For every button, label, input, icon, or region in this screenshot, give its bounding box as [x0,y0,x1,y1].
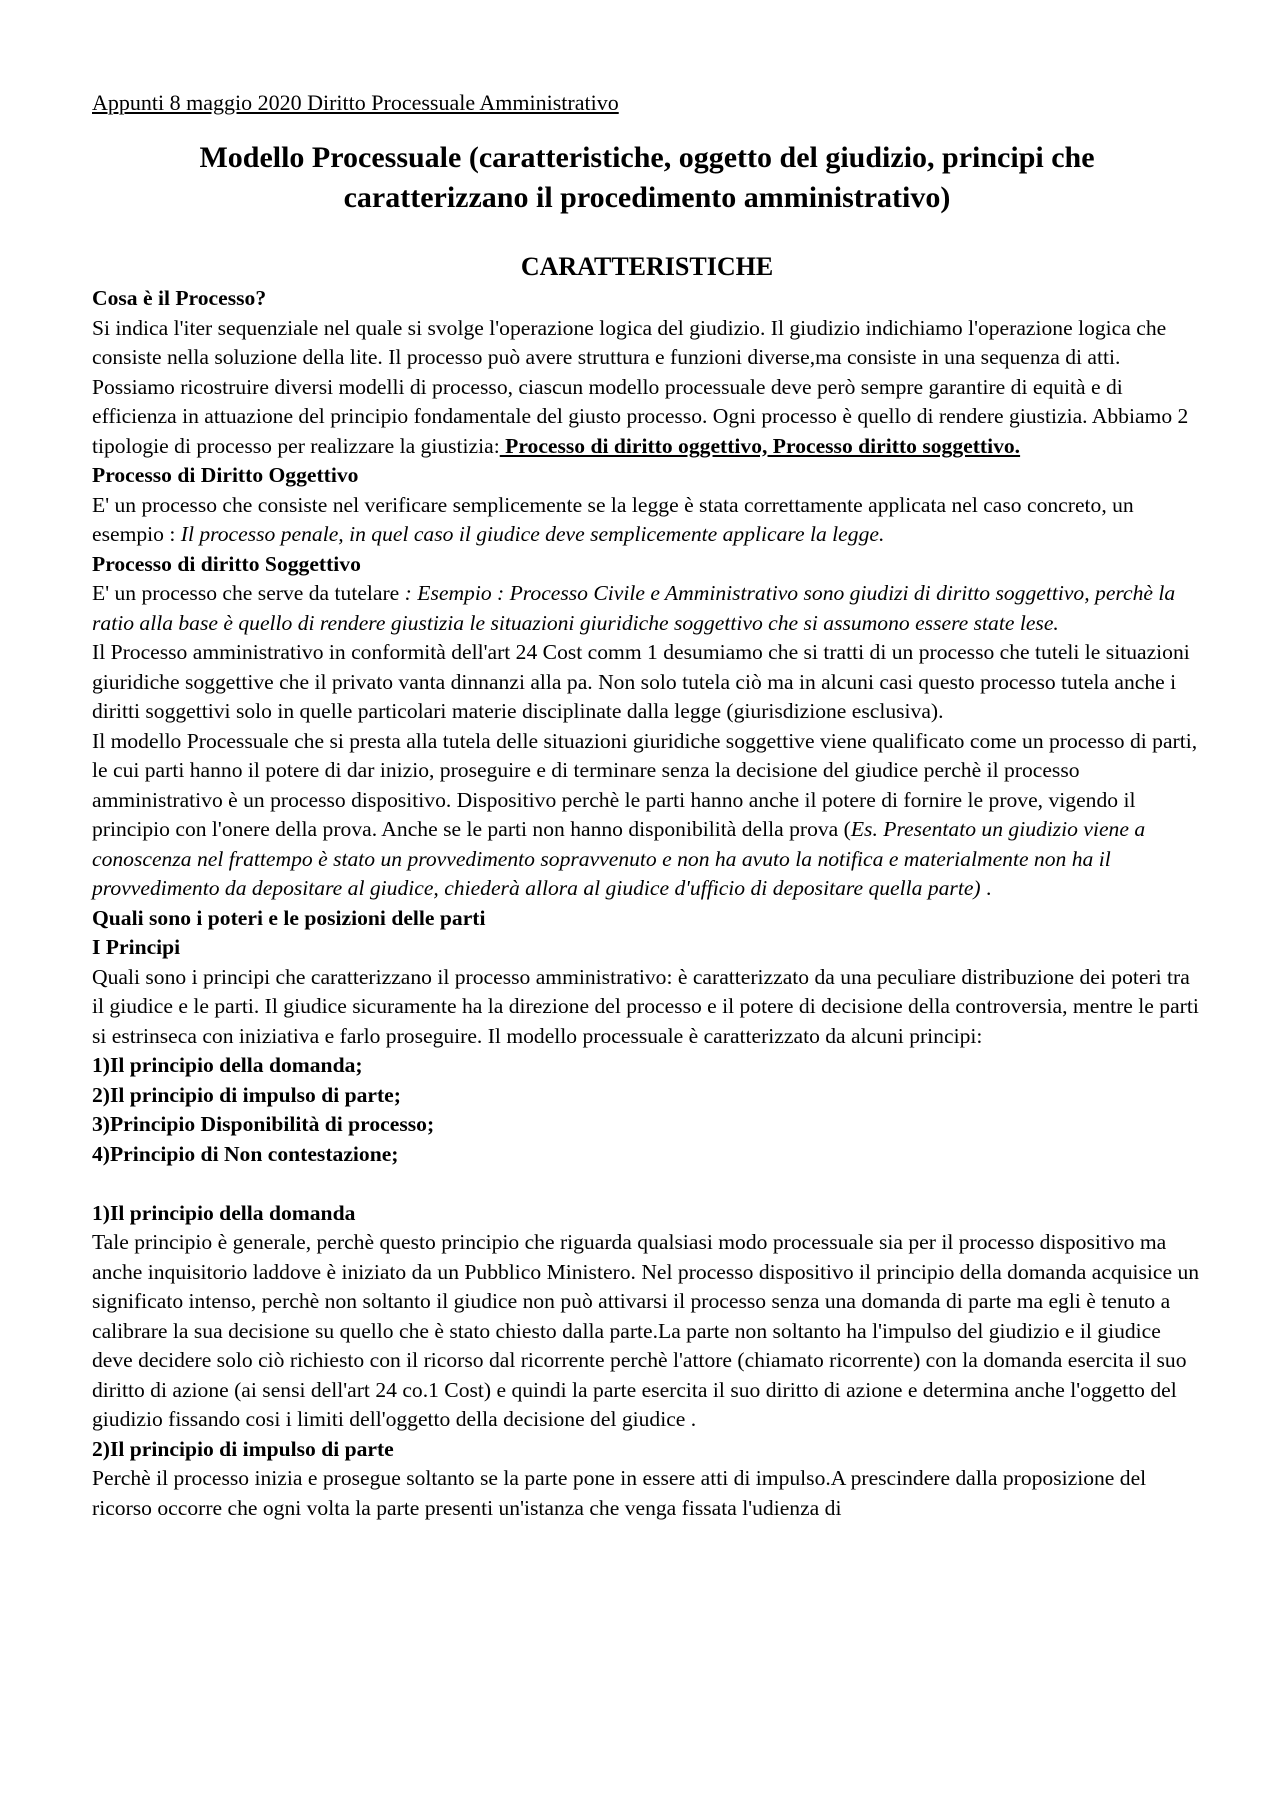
spacer [92,1169,1202,1199]
paragraph-text: E' un processo che serve da tutelare [92,581,405,605]
document-body [92,284,1202,1523]
italic-example: Il processo penale, in quel caso il giudice deve semplicemente applicare la legge. [180,522,885,546]
principi-list-item: 3)Principio Disponibilità di processo; [92,1112,435,1136]
heading-diritto-soggettivo: Processo di diritto Soggettivo [92,551,361,576]
section-title: CARATTERISTICHE [520,252,774,281]
emphasis-tipologie: Processo di diritto oggettivo, Processo diritto soggettivo. [499,433,1021,458]
document-page [92,90,1202,1523]
paragraph-principi: Quali sono i principi che caratterizzano il processo amministrativo: è caratterizzato da una peculiare distribuzione dei poteri tra il giudice e le parti. Il giudice sicuramente ha la direzione del processo e il potere di decisione della controversia, mentre le parti si estrinseca con iniziativa e farlo proseguire. Il modello processuale è caratterizzato da alcuni principi: [92,964,1199,1048]
paragraph-processo-amministrativo: Il Processo amministrativo in conformità dell'art 24 Cost comm 1 desumiamo che si tratti di un processo che tuteli le situazioni giuridiche soggettive che il privato vanta dinnanzi alla pa. Non solo tutela ciò ma in alcuni casi questo processo tutela anche i diritti soggettivi solo in quelle particolari materie disciplinate dalla legge (giurisdizione esclusiva). [92,640,1190,723]
paragraph-principio-domanda: Tale principio è generale, perchè questo principio che riguarda qualsiasi modo processuale sia per il processo dispositivo ma anche inquisitorio laddove è iniziato da un Pubblico Ministero. Nel processo dispositivo il principio della domanda acquisice un significato intenso, perchè non soltanto il giudice non può attivarsi il processo senza una domanda di parte ma egli è tenuto a calibrare la sua decisione su quello che è stato chiesto dalla parte.La parte non soltanto ha l'impulso del giudizio e il giudice deve decidere solo ciò richiesto con il ricorso dal ricorrente perchè l'attore (chiamato ricorrente) con la domanda esercita il suo diritto di azione (ai sensi dell'art 24 co.1 Cost) e quindi la parte esercita il suo diritto di azione e determina anche l'oggetto del giudizio fissando cosi i limiti dell'oggetto della decisione del giudice . [92,1230,1200,1431]
heading-principio-domanda: 1)Il principio della domanda [92,1200,356,1225]
paragraph-definizione [92,314,1202,462]
paragraph-text: E' un processo che consiste nel verificare semplicemente se la legge è stata correttamente applicata nel caso concreto, un esempio : [92,492,1134,546]
paragraph-text: Si indica l'iter sequenziale nel quale si svolge l'operazione logica del giudizio. Il giudizio indichiamo l'operazione logica che consiste nella soluzione della lite. Il processo può avere struttura e funzioni diverse,ma consiste in una sequenza di atti. Possiamo ricostruire diversi modelli di processo, ciascun modello processuale deve però sempre garantire di equità e di efficienza in attuazione del principio fondamentale del giusto processo. Ogni processo è quello di rendere giustizia. Abbiamo 2 tipologie di processo per realizzare la giustizia: [92,315,1189,458]
italic-example: Es. Presentato un giudizio viene a conoscenza nel frattempo è stato un provvedimento sopravvenuto e non ha avuto la notifica e materialmente non ha il provvedimento da depositare al giudice, chiederà allora al giudice d'ufficio di depositare quella parte) [92,817,1146,900]
header-note: Appunti 8 maggio 2020 Diritto Processuale Amministrativo [92,90,619,115]
paragraph-text: Il modello Processuale che si presta alla tutela delle situazioni giuridiche soggettive viene qualificato come un processo di parti, le cui parti hanno il potere di dar inizio, proseguire e di terminare senza la decisione del giudice perchè il processo amministrativo è un processo dispositivo. Dispositivo perchè le parti hanno anche il potere di fornire le prove, vigendo il principio con l'onere della prova. Anche se le parti non hanno disponibilità della prova ( [92,728,1198,841]
document-title: Modello Processuale (caratteristiche, oggetto del giudizio, principi che caratterizzano il procedimento amministrativo) [199,141,1095,214]
principi-list-item: 1)Il principio della domanda; [92,1053,363,1077]
heading-cosa-e-il-processo: Cosa è il Processo? [92,286,267,310]
heading-poteri-parti: Quali sono i poteri e le posizioni delle parti [92,905,486,930]
paragraph-soggettivo [92,579,1202,638]
italic-example: : Esempio : Processo Civile e Amministrativo sono giudizi di diritto soggettivo, perchè la ratio alla base è quello di rendere giustizia le situazioni giuridiche soggettivo che si assumono essere state lese. [92,581,1176,635]
heading-principi: I Principi [92,935,181,959]
paragraph-oggettivo [92,491,1202,550]
paragraph-text-end: . [980,876,992,900]
paragraph-principio-impulso: Perchè il processo inizia e prosegue soltanto se la parte pone in essere atti di impulso.A prescindere dalla proposizione del ricorso occorre che ogni volta la parte presenti un'istanza che venga fissata l'udienza di [92,1466,1147,1520]
heading-principio-impulso: 2)Il principio di impulso di parte [92,1436,394,1461]
principi-list-item: 2)Il principio di impulso di parte; [92,1082,401,1107]
paragraph-modello-processuale [92,727,1202,904]
heading-diritto-oggettivo: Processo di Diritto Oggettivo [92,463,359,487]
principi-list-item: 4)Principio di Non contestazione; [92,1141,399,1166]
